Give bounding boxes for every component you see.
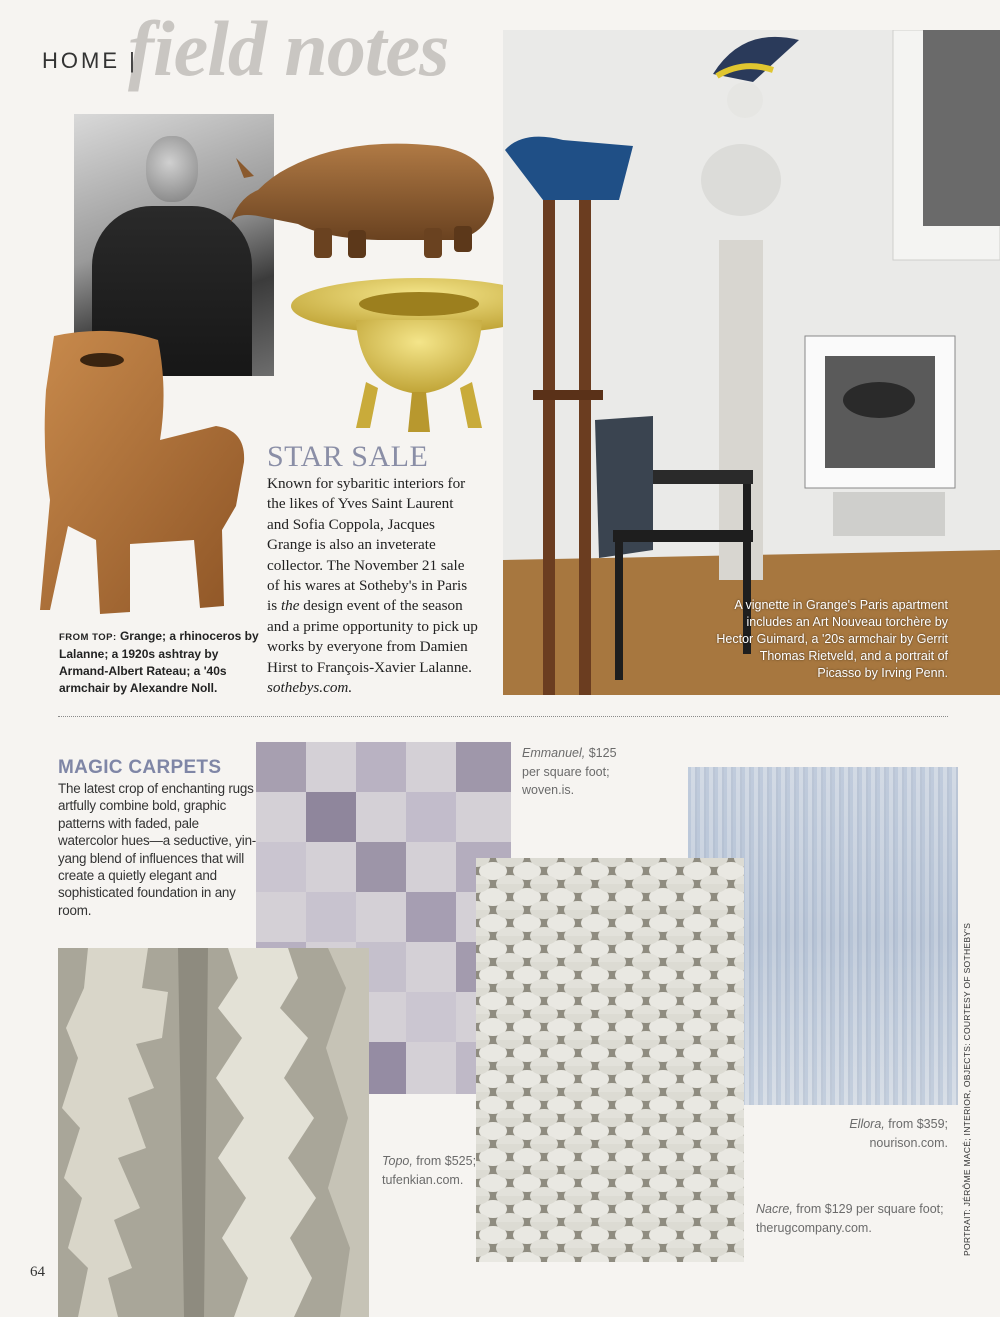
magic-carpets-body: The latest crop of enchanting rugs artfully combine bold, graphic patterns with faded, pale watercolor hues—a seductive, yin-yang blend of influences that will create a quietly elegant and sophisticated foundation in any room. <box>58 781 257 918</box>
ellora-caption <box>800 1115 948 1152</box>
armchair-image <box>40 330 252 618</box>
section-divider <box>58 716 948 717</box>
nacre-rug-image <box>476 858 744 1262</box>
star-sale-emphasis: the <box>280 597 300 615</box>
apartment-interior-photo <box>503 30 1000 695</box>
ellora-name: Ellora, <box>849 1117 885 1131</box>
ellora-price: from $359; <box>884 1117 948 1131</box>
section-label: HOME | <box>42 48 138 73</box>
topo-rug-image <box>58 948 369 1317</box>
topo-price: from $525; <box>412 1154 477 1168</box>
objects-caption <box>59 628 259 697</box>
star-sale-text-1: Known for sybaritic interiors for the likes of Yves Saint Laurent and Sofia Coppola, Jacques Grange is also an inveterate collector. The November 21 sale of his wares at Sotheby's in Paris is <box>267 475 468 615</box>
nacre-caption <box>756 1200 948 1237</box>
nacre-name: Nacre, <box>756 1202 793 1216</box>
sothebys-link[interactable]: sothebys.com. <box>267 679 353 697</box>
emmanuel-caption <box>522 744 632 800</box>
nacre-source[interactable]: therugcompany.com. <box>756 1220 872 1235</box>
emmanuel-name: Emmanuel, <box>522 746 586 760</box>
caption-lead: FROM TOP: <box>59 632 117 643</box>
nacre-price: from $129 per square foot; <box>792 1202 944 1216</box>
emmanuel-price: $125 per square foot; <box>522 746 617 779</box>
star-sale-body <box>267 474 479 698</box>
photo-credit: PORTRAIT: JÉRÔME MACÉ; INTERIOR, OBJECTS: COURTESY OF SOTHEBY'S <box>962 922 972 1256</box>
emmanuel-source[interactable]: woven.is. <box>522 783 575 797</box>
star-sale-headline: STAR SALE <box>267 440 429 473</box>
caption-text: Grange; a rhinoceros by Lalanne; a 1920s ashtray by Armand-Albert Rateau; a '40s armchair by Alexandre Noll. <box>59 629 259 695</box>
topo-name: Topo, <box>382 1154 413 1168</box>
star-sale-text-2: design event of the season and a prime opportunity to pick up works by everyone from Damien Hirst to François-Xavier Lalanne. <box>267 597 478 676</box>
topo-caption <box>382 1152 478 1189</box>
page-number: 64 <box>30 1264 45 1280</box>
magic-carpets-headline: MAGIC CARPETS <box>58 757 222 778</box>
room-caption: A vignette in Grange's Paris apartment includes an Art Nouveau torchère by Hector Guimard, a '20s armchair by Gerrit Thomas Rietveld, and a portrait of Picasso by Irving Penn. <box>716 598 948 680</box>
rhinoceros-image <box>228 128 496 268</box>
topo-source[interactable]: tufenkian.com. <box>382 1172 464 1187</box>
section-title: field notes <box>128 5 449 92</box>
ellora-source[interactable]: nourison.com. <box>869 1135 948 1150</box>
